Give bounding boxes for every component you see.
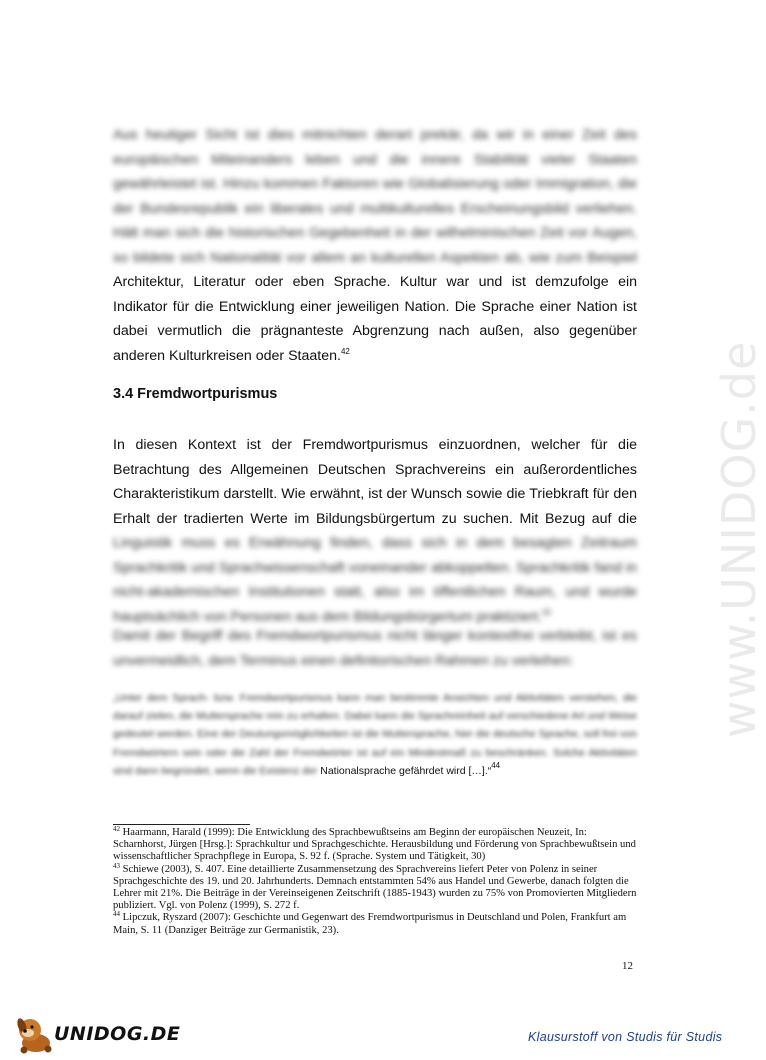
paragraph-1 [113,123,637,368]
paragraph-2 [113,433,637,629]
paragraph-3 [113,624,637,673]
paragraph-2-blurred-text: Linguistik muss es Erwähnung finden, dass sich in dem besagten Zeitraum Sprachkritik und Sprachwissenschaft voneinander abkoppelten. Sprachkritik fand in nicht-akademischen Institutionen statt, also im öffentlichen Raum, und wurde hauptsächlich von Personen aus dem Bildungsbürgertum praktiziert. [113,535,637,625]
footnote-43 [113,861,639,913]
quote-blurred-text: „Unter dem Sprach- bzw. Fremdwortpurismus kann man bestimmte Ansichten und Aktivitäten verstehen, die darauf zielen, die Muttersprache rein zu erhalten. Dabei kann die Sprachreinheit auf verschiedene Art und Weise gedeutet werden. Eine der Deutungsmöglichkeiten ist die Muttersprache, hier die deutsche Sprache, soll frei von Fremdwörtern sein oder die Zahl der Fremdwörter ist auf ein Mindestmaß zu beschränken. Solche Aktivitäten sind dann begründet, wenn die Existenz der [113,692,637,777]
paragraph-2-visible-text: In diesen Kontext ist der Fremdwortpurismus einzuordnen, welcher für die Betrachtung des Allgemeinen Deutschen Sprachvereins ein außerordentliches Charakteristikum darstellt. Wie erwähnt, ist der Wunsch sowie die Triebkraft für den Erhalt der tradierten Werte im Bildungsbürgertum zu suchen. Mit Bezug auf die [113,437,637,527]
section-heading: 3.4 Fremdwortpurismus [113,386,278,402]
watermark-text: www.UNIDOG.de [712,340,766,738]
footnote-ref-43: 43 [542,607,551,617]
footnote-42 [113,827,639,864]
footnote-ref-44: 44 [491,760,501,770]
block-quote [113,689,637,780]
paragraph-1-visible-text: Architektur, Literatur oder eben Sprache. Kultur war und ist demzufolge ein Indikator für die Entwicklung einer jeweiligen Nation. Die Sprache einer Nation ist dabei vermutlich die prägnanteste Abgrenzung nach außen, also gegenüber anderen Kulturkreisen oder Staaten. [113,274,637,364]
unidog-logo[interactable] [14,1013,180,1055]
dog-mascot-icon [14,1013,58,1055]
footnote-number: 44 [113,910,120,919]
footnote-divider [113,824,250,825]
page-number: 12 [622,960,633,972]
footnote-ref-42: 42 [340,346,350,356]
footnotes [113,827,639,937]
paragraph-3-blurred-text: Damit der Begriff des Fremdwortpurismus nicht länger kontextfrei verbleibt, ist es unvermeidlich, dem Terminus einen definitorischen Rahmen zu verleihen: [113,628,637,669]
footnote-text: Haarmann, Harald (1999): Die Entwicklung des Sprachbewußtseins am Beginn der europäischen Neuzeit, In: Scharnhorst, Jürgen [Hrsg.]: Sprachkultur und Sprachgeschichte. Herausbildung und Förderung von Sprachbewußtsein und wissenschaftlicher Sprachpflege in Europa, S. 92 f. (Sprache. System und Tätigkeit, 30) [113,827,636,863]
footnote-44 [113,912,639,936]
footnote-number: 42 [113,825,120,833]
quote-visible-text: Nationalsprache gefährdet wird […].“ [320,764,492,777]
logo-text: UNIDOG.DE [54,1023,181,1045]
footnote-number: 43 [113,861,120,870]
footnote-text: Schiewe (2003), S. 407. Eine detaillierte Zusammensetzung des Sprachvereins liefert Peter von Polenz in seiner Sprachgeschichte des 19. und 20. Jahrhunderts. Demnach entstammten 54% aus Handel und Gewerbe, danach folgten die Lehrer mit 21%. Die Beiträge in der Vereinseigenen Zeitschrift (1885-1943) wurden zu 75% von Promovierten Mitgliedern publiziert. Vgl. von Polenz (1999), S. 272 f. [113,863,637,912]
footnote-text: Lipczuk, Ryszard (2007): Geschichte und Gegenwart des Fremdwortpurismus in Deutschland und Polen, Frankfurt am Main, S. 11 (Danziger Beiträge zur Germanistik, 23). [113,912,627,936]
paragraph-1-blurred-text: Aus heutiger Sicht ist dies mitnichten derart prekär, da wir in einer Zeit des europäischen Miteinanders leben und die innere Stabilität vieler Staaten gewährleistet ist. Hinzu kommen Faktoren wie Globalisierung oder Immigration, die der Bundesrepublik ein liberales und multikulturelles Erscheinungsbild verliehen. Hält man sich die historischen Gegebenheit in der wilhelminischen Zeit vor Augen, so bildete sich Nationalität vor allem an kulturellen Aspekten ab, wie zum Beispiel [113,127,637,266]
slogan: Klausurstoff von Studis für Studis [528,1030,723,1044]
